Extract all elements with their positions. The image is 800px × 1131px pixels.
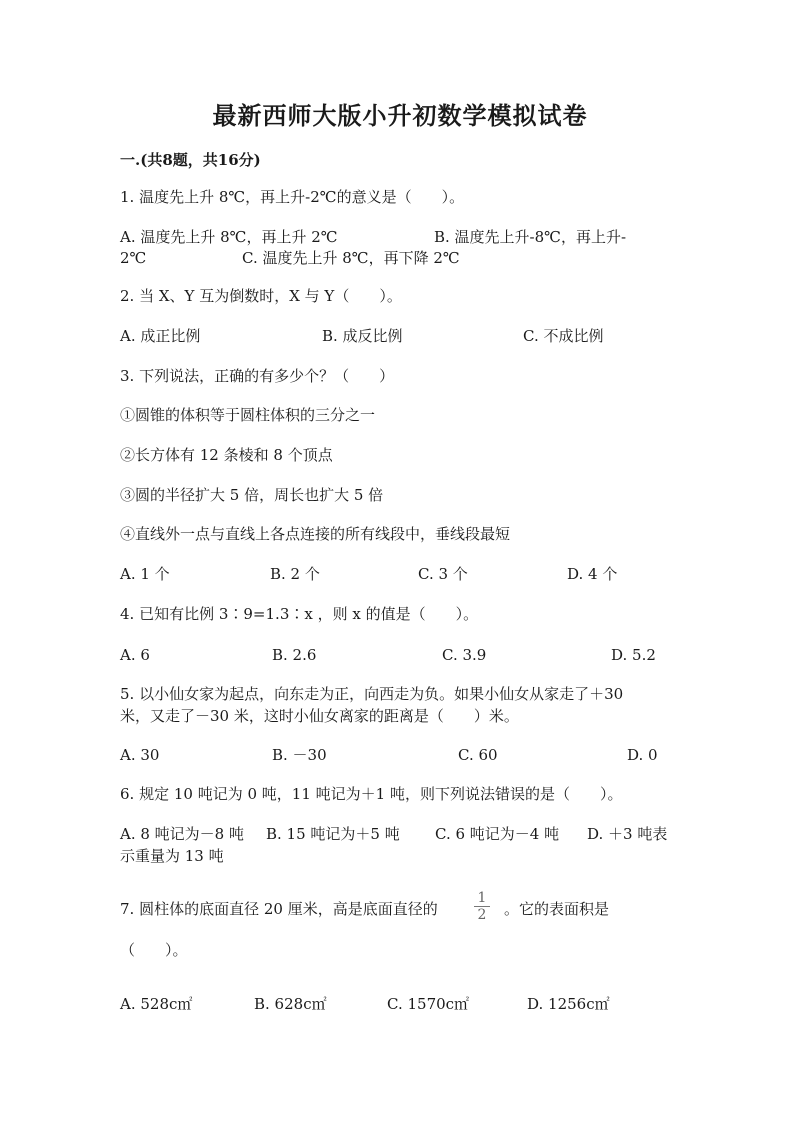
question-7-option-d: D. 1256c㎡	[527, 995, 610, 1013]
question-3-option-b: B. 2 个	[270, 565, 320, 583]
question-2-option-a: A. 成正比例	[120, 327, 201, 345]
question-5-stem-line-1: 5. 以小仙女家为起点，向东走为正，向西走为负。如果小仙女从家走了＋30	[120, 685, 624, 703]
question-4-option-d: D. 5.2	[611, 646, 656, 664]
question-7-option-b: B. 628c㎡	[254, 995, 327, 1013]
question-1-option-b: B. 温度先上升-8℃，再上升-	[434, 228, 627, 246]
question-4-option-b: B. 2.6	[272, 646, 317, 664]
question-3-statement-1: ①圆锥的体积等于圆柱体积的三分之一	[120, 406, 376, 424]
question-7-option-a: A. 528c㎡	[120, 995, 193, 1013]
question-7-stem-part-3: （ ）。	[120, 941, 188, 959]
question-7-option-c: C. 1570c㎡	[387, 995, 470, 1013]
question-5-stem-line-2: 米，又走了－30 米，这时小仙女离家的距离是（ ）米。	[120, 707, 519, 725]
fraction-one-half	[474, 891, 490, 922]
question-1-option-b-continued: 2℃	[120, 249, 147, 267]
question-2-option-b: B. 成反比例	[322, 327, 403, 345]
question-6-option-d-continued: 示重量为 13 吨	[120, 847, 224, 865]
question-3-statement-2: ②长方体有 12 条棱和 8 个顶点	[120, 446, 333, 464]
question-3-option-d: D. 4 个	[567, 565, 618, 583]
question-1-stem: 1. 温度先上升 8℃，再上升-2℃的意义是（ ）。	[120, 188, 465, 206]
question-6-option-c: C. 6 吨记为－4 吨	[435, 825, 560, 843]
question-4-option-a: A. 6	[120, 646, 150, 664]
question-2-stem: 2. 当 X、Y 互为倒数时，X 与 Y（ ）。	[120, 287, 402, 305]
page-title: 最新西师大版小升初数学模拟试卷	[212, 101, 588, 130]
question-3-statement-3: ③圆的半径扩大 5 倍，周长也扩大 5 倍	[120, 486, 384, 504]
question-1-option-a: A. 温度先上升 8℃，再上升 2℃	[120, 228, 338, 246]
question-5-option-d: D. 0	[627, 746, 658, 764]
question-6-option-a: A. 8 吨记为－8 吨	[120, 825, 244, 843]
question-4-option-c: C. 3.9	[442, 646, 487, 664]
fraction-numerator: 1	[477, 890, 487, 906]
section-heading: 一.(共8题，共16分)	[120, 151, 261, 169]
question-2-option-c: C. 不成比例	[523, 327, 604, 345]
question-3-stem: 3. 下列说法，正确的有多少个？（ ）	[120, 367, 395, 385]
question-3-option-c: C. 3 个	[418, 565, 468, 583]
question-6-option-b: B. 15 吨记为＋5 吨	[266, 825, 400, 843]
question-3-statement-4: ④直线外一点与直线上各点连接的所有线段中，垂线段最短	[120, 525, 511, 543]
question-6-stem: 6. 规定 10 吨记为 0 吨，11 吨记为＋1 吨，则下列说法错误的是（ ）。	[120, 785, 623, 803]
question-4-stem: 4. 已知有比例 3∶9=1.3∶x ，则 x 的值是（ ）。	[120, 605, 479, 623]
question-1-option-c: C. 温度先上升 8℃，再下降 2℃	[242, 249, 460, 267]
fraction-denominator: 2	[477, 907, 487, 923]
question-5-option-c: C. 60	[458, 746, 498, 764]
question-6-option-d: D. ＋3 吨表	[587, 825, 668, 843]
question-5-option-a: A. 30	[120, 746, 160, 764]
question-3-option-a: A. 1 个	[120, 565, 170, 583]
question-7-stem-part-2: 。它的表面积是	[504, 900, 610, 918]
question-7-stem-part-1: 7. 圆柱体的底面直径 20 厘米，高是底面直径的	[120, 900, 438, 918]
question-5-option-b: B. －30	[272, 746, 327, 764]
